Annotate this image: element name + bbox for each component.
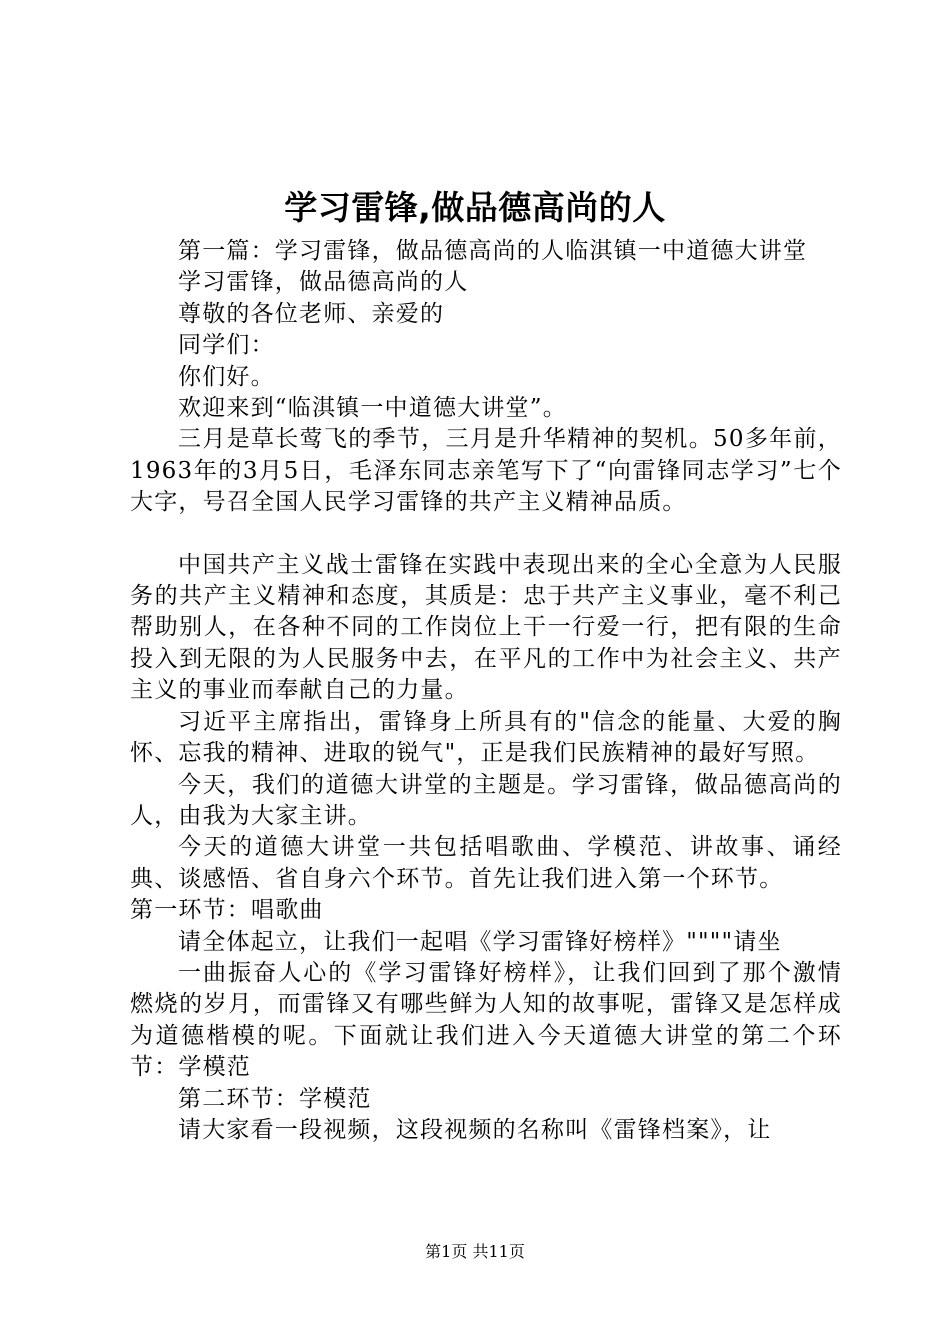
page-total: 共11页 bbox=[472, 1242, 525, 1261]
paragraph: 欢迎来到“临淇镇一中道德大讲堂”。 bbox=[178, 395, 567, 422]
paragraph: 第一篇：学习雷锋，做品德高尚的人临淇镇一中道德大讲堂 bbox=[178, 238, 808, 264]
paragraph: 习近平主席指出，雷锋身上所具有的"信念的能量、大爱的胸怀、忘我的精神、进取的锐气"，正是我们民族精神的最好写照。 bbox=[130, 708, 842, 767]
paragraph: 尊敬的各位老师、亲爱的 bbox=[178, 300, 445, 327]
paragraph: 一曲振奋人心的《学习雷锋好榜样》，让我们回到了那个激情燃烧的岁月，而雷锋又有哪些鲜为人知的故事呢，雷锋又是怎样成为道德楷模的呢。下面就让我们进入今天道德大讲堂的第二个环节：学模范 bbox=[130, 959, 842, 1081]
section-heading: 第二环节：学模范 bbox=[178, 1085, 372, 1112]
paragraph: 中国共产主义战士雷锋在实践中表现出来的全心全意为人民服务的共产主义精神和态度，其质是：忠于共产主义事业，毫不利己帮助别人，在各种不同的工作岗位上干一行爱一行，把有限的生命投入到无限的为人民服务中去，在平凡的工作中为社会主义、共产主义的事业而奉献自己的力量。 bbox=[130, 551, 842, 704]
paragraph: 学习雷锋，做品德高尚的人 bbox=[178, 269, 469, 296]
page-footer bbox=[0, 1240, 950, 1264]
document-body bbox=[130, 236, 842, 1146]
paragraph: 今天，我们的道德大讲堂的主题是。学习雷锋，做品德高尚的人，由我为大家主讲。 bbox=[130, 771, 842, 829]
paragraph: 三月是草长莺飞的季节，三月是升华精神的契机。50多年前，1963年的3月5日，毛泽东同志亲笔写下了“向雷锋同志学习”七个大字，号召全国人民学习雷锋的共产主义精神品质。 bbox=[130, 426, 842, 516]
paragraph: 请大家看一段视频，这段视频的名称叫《雷锋档案》，让 bbox=[178, 1116, 772, 1143]
paragraph: 今天的道德大讲堂一共包括唱歌曲、学模范、讲故事、诵经典、谈感悟、省自身六个环节。首先让我们进入第一个环节。 bbox=[130, 834, 842, 892]
paragraph: 同学们： bbox=[178, 332, 275, 359]
section-heading: 第一环节：唱歌曲 bbox=[130, 897, 324, 924]
paragraph: 你们好。 bbox=[178, 363, 275, 390]
document-title: 学习雷锋,做品德高尚的人 bbox=[284, 188, 666, 227]
page-number: 第1页 bbox=[425, 1242, 468, 1261]
paragraph: 请全体起立，让我们一起唱《学习雷锋好榜样》""""请坐 bbox=[178, 928, 782, 955]
